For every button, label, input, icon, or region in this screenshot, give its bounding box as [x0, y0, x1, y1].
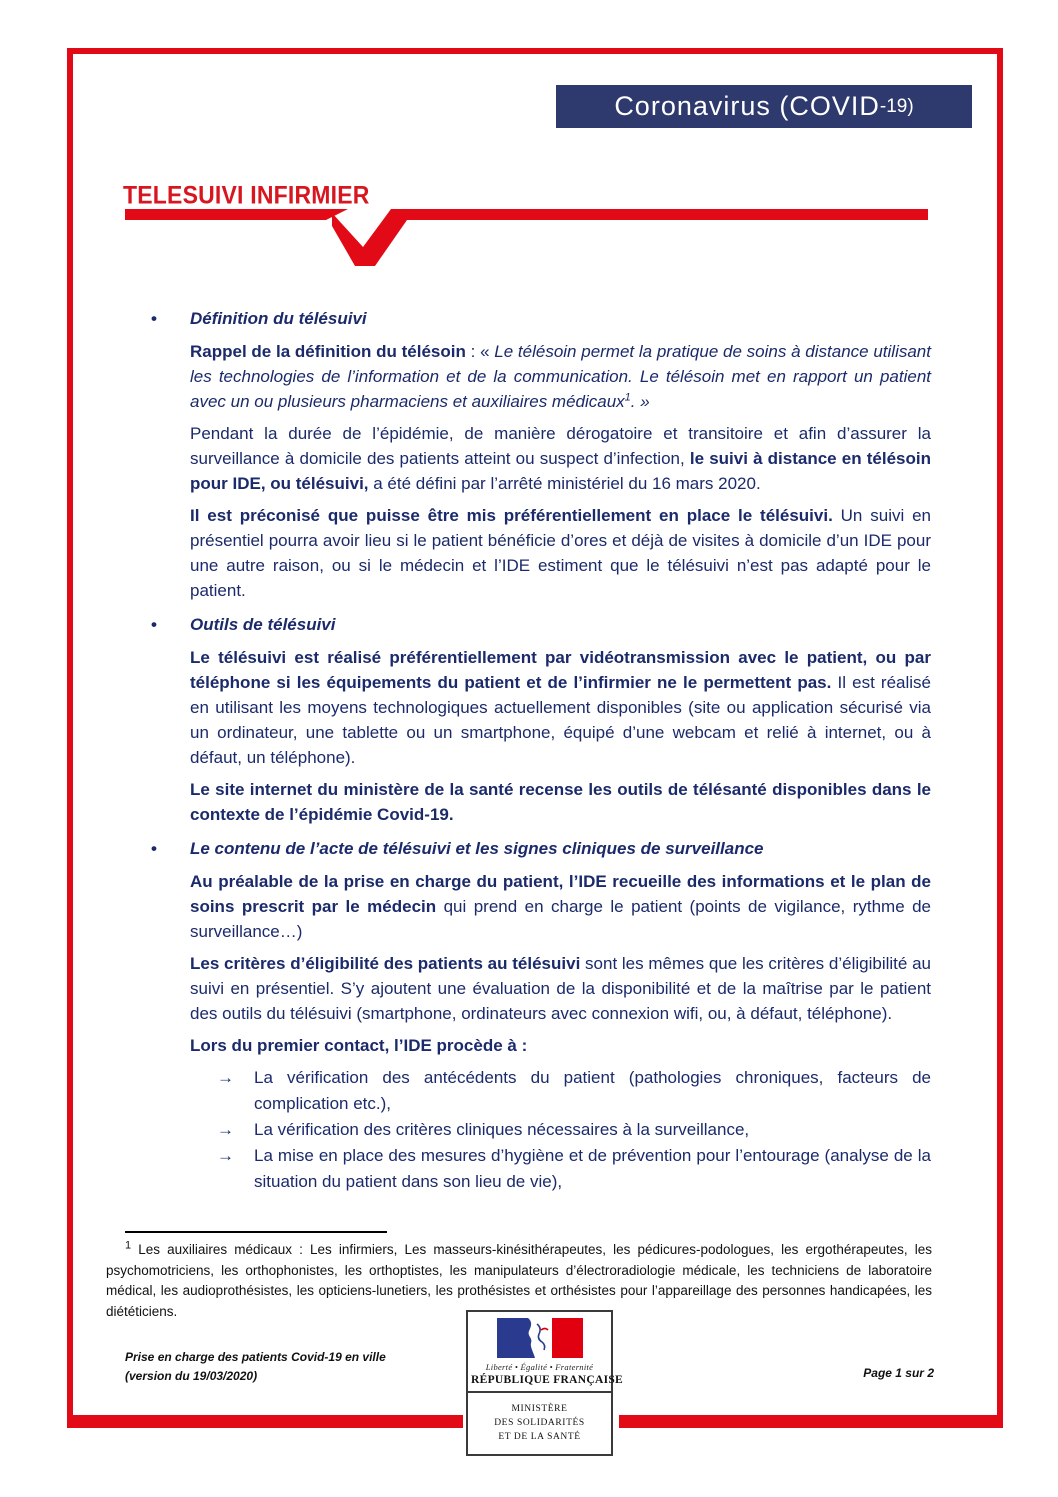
section-heading-label: Définition du télésuivi: [190, 309, 367, 328]
section-heading-definition: [125, 306, 931, 331]
section-heading-label: Le contenu de l’acte de télésuivi et les signes cliniques de surveillance: [190, 839, 764, 858]
covid-banner-suffix: -19): [879, 95, 914, 117]
covid-banner-text: Coronavirus (COVID: [614, 91, 880, 121]
section-heading-outils: [125, 612, 931, 637]
bullet-icon: •: [151, 615, 157, 634]
marianne-flag-icon: [497, 1318, 583, 1358]
ministry-line: DES SOLIDARITÉS: [494, 1418, 585, 1428]
arrow-list-item: [217, 1065, 931, 1117]
ministry-line: MINISTÈRE: [511, 1404, 568, 1414]
body-paragraph: Rappel de la définition du télésoin : « Le télésoin permet la pratique de soins à distance utilisant les technologies de l’information et de la communication. Le télésoin met en rapport un patient avec un ou plusieurs pharmaciens et auxiliaires médicaux$^1$. »: [190, 342, 931, 411]
republique-francaise-logo-top: [466, 1310, 624, 1393]
footer-doc-info: [125, 1348, 386, 1386]
body-paragraph: Au préalable de la prise en charge du patient, l’IDE recueille des informations et le plan de soins prescrit par le médecin qui prend en charge le patient (points de vigilance, rythme de surveillance…): [190, 872, 931, 941]
body-paragraph: Pendant la durée de l’épidémie, de manière dérogatoire et transitoire et afin d’assurer la surveillance à domicile des patients atteint ou suspect d’infection, le suivi à distance en télésoin pour IDE, ou télésuivi, a été défini par l’arrêté ministériel du 16 mars 2020.: [190, 424, 931, 493]
section-heading-contenu: [125, 836, 931, 861]
republique-francaise-logo: [466, 1310, 624, 1456]
document-body: [125, 297, 931, 1195]
page-title: TELESUIVI INFIRMIER: [123, 181, 370, 210]
arrow-icon: →: [217, 1146, 234, 1165]
footnote-marker: 1: [125, 1239, 132, 1252]
arrow-item-text: La vérification des critères cliniques nécessaires à la surveillance,: [254, 1120, 750, 1139]
arrow-item-text: La vérification des antécédents du patient (pathologies chroniques, facteurs de complication etc.),: [254, 1068, 931, 1113]
arrow-icon: →: [217, 1120, 234, 1139]
body-paragraph: Lors du premier contact, l’IDE procède à :: [190, 1036, 528, 1055]
ministry-label: [466, 1392, 613, 1456]
arrow-list: [217, 1065, 931, 1195]
arrow-list-item: [217, 1117, 931, 1143]
logo-republic-label: RÉPUBLIQUE FRANÇAISE: [471, 1374, 624, 1386]
logo-motto: Liberté • Égalité • Fraternité: [485, 1362, 594, 1372]
footer-page-number: Page 1 sur 2: [863, 1366, 934, 1380]
body-paragraph: Le site internet du ministère de la santé recense les outils de télésanté disponibles dans le contexte de l’épidémie Covid-19.: [190, 780, 931, 824]
arrow-list-item: [217, 1143, 931, 1195]
bullet-icon: •: [151, 839, 157, 858]
ministry-line: ET DE LA SANTÉ: [498, 1432, 581, 1442]
footnote-separator: [125, 1231, 387, 1233]
arrow-icon: →: [217, 1068, 234, 1087]
arrow-item-text: La mise en place des mesures d’hygiène et de prévention pour l’entourage (analyse de la situation du patient dans son lieu de vie),: [254, 1146, 931, 1191]
page-border-bottom-left: [67, 1415, 463, 1428]
body-paragraph: Le télésuivi est réalisé préférentiellement par vidéotransmission avec le patient, ou par téléphone si les équipements du patient et de l’infirmier ne le permettent pas. Il est réalisé en utilisant les moyens technologiques actuellement disponibles (site ou application sécurisé via un ordinateur, une tablette ou un smartphone, équipé d’une webcam et relié à internet, ou à défaut, un téléphone).: [190, 648, 931, 767]
footnote-body: Les auxiliaires médicaux : Les infirmiers, Les masseurs-kinésithérapeutes, les pédicures-podologues, les ergothérapeutes, les psychomotriciens, les orthophonistes, les orthoptistes, les manipulateurs d’électroradiologie médicale, les techniciens de laboratoire médical, les audioprothésistes, les opticiens-lunetiers, les prothésistes et orthésistes pour l’appareillage des personnes handicapées, les diététiciens.: [106, 1242, 932, 1319]
section-heading-label: Outils de télésuivi: [190, 615, 336, 634]
body-paragraph: Les critères d’éligibilité des patients au télésuivi sont les mêmes que les critères d’éligibilité au suivi en présentiel. S’y ajoutent une évaluation de la disponibilité et de la maîtrise par le patient des outils du télésuivi (smartphone, ordinateurs avec connexion wifi, ou, à défaut, téléphone).: [190, 954, 931, 1023]
covid-banner: [556, 85, 972, 128]
title-underline-checkmark: [125, 209, 928, 269]
page-border-bottom-right: [619, 1415, 1003, 1428]
footer-doc-version: (version du 19/03/2020): [125, 1369, 258, 1383]
body-paragraph: Il est préconisé que puisse être mis préférentiellement en place le télésuivi. Un suivi en présentiel pourra avoir lieu si le patient bénéficie d’ores et déjà de visites à domicile d’un IDE pour une autre raison, ou si le médecin et l’IDE estiment que le télésuivi n’est pas adapté pour le patient.: [190, 506, 931, 600]
bullet-icon: •: [151, 309, 157, 328]
footer-doc-title: Prise en charge des patients Covid-19 en ville: [125, 1350, 386, 1364]
footnote: [106, 1231, 932, 1322]
